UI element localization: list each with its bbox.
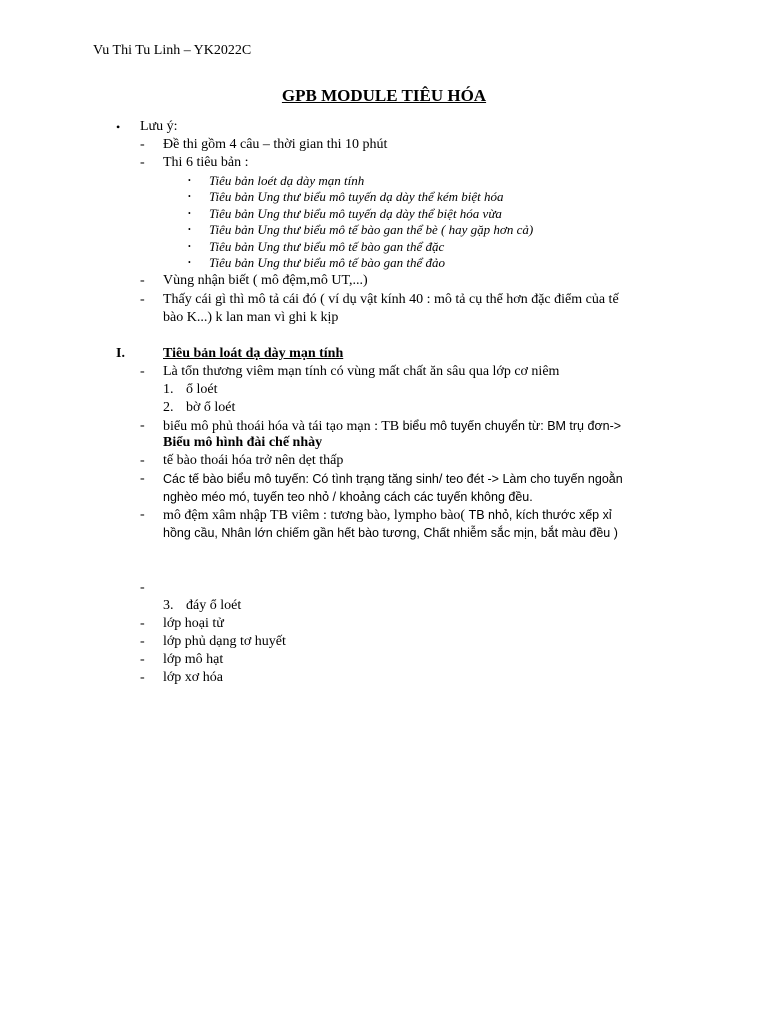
slide-item: Tiêu bản Ung thư biểu mô tuyến dạ dày thể kém biệt hóa <box>209 189 504 204</box>
dash-icon: - <box>140 364 145 379</box>
dash-icon: - <box>140 616 145 631</box>
dash-icon: - <box>140 418 145 433</box>
detail-line: nghèo méo mó, tuyến teo nhỏ / khoảng cách các tuyến không đều. <box>163 490 533 504</box>
detail-text: biểu mô phủ thoái hóa và tái tạo mạn : TB <box>163 419 403 434</box>
detail-text-sans: biểu mô tuyến chuyển từ: BM trụ đơn-> <box>402 419 622 433</box>
section-number: I. <box>116 346 125 361</box>
layer-item: lớp xơ hóa <box>163 670 223 685</box>
dash-icon: - <box>140 471 145 486</box>
list-item: ổ loét <box>186 382 218 397</box>
detail-text-sans: TB nhỏ, kích thước xếp xỉ <box>468 508 612 522</box>
list-number: 2. <box>163 400 174 415</box>
layer-item: lớp mô hạt <box>163 652 224 667</box>
bullet-icon: • <box>188 242 191 251</box>
dash-icon: - <box>140 273 145 288</box>
detail-text: mô đệm xâm nhập TB viêm : tương bào, lympho bào( <box>163 508 469 523</box>
bullet-icon: • <box>188 176 191 185</box>
slide-item: Tiêu bản Ung thư biểu mô tuyến dạ dày thể biệt hóa vừa <box>209 206 502 221</box>
dash-icon: - <box>140 137 145 152</box>
detail-line: hồng cầu, Nhân lớn chiếm gần hết bào tương, Chất nhiễm sắc mịn, bắt màu đều ) <box>163 526 618 540</box>
list-number: 3. <box>163 598 174 613</box>
dash-icon: - <box>140 507 145 522</box>
dash-icon: - <box>140 155 145 170</box>
note-item-3: Vùng nhận biết ( mô đệm,mô UT,...) <box>163 273 368 288</box>
bullet-icon: • <box>188 225 191 234</box>
dash-icon: - <box>140 652 145 667</box>
note-item-4-line2: bào K...) k lan man vì ghi k kịp <box>163 310 339 325</box>
dash-icon: - <box>140 580 145 595</box>
section-title: Tiêu bản loát dạ dày mạn tính <box>163 346 344 361</box>
note-item-2: Thi 6 tiêu bản : <box>163 155 249 170</box>
page-title: GPB MODULE TIÊU HÓA <box>281 86 487 105</box>
detail-line <box>163 506 612 525</box>
dash-icon: - <box>140 670 145 685</box>
page-header: Vu Thi Tu Linh – YK2022C <box>93 43 252 58</box>
list-number: 1. <box>163 382 174 397</box>
dash-icon: - <box>140 292 145 307</box>
layer-item: lớp phủ dạng tơ huyết <box>163 634 286 649</box>
note-item-1: Đề thi gồm 4 câu – thời gian thi 10 phút <box>163 137 388 152</box>
note-label: Lưu ý: <box>140 119 178 134</box>
bullet-icon: • <box>188 209 191 218</box>
list-item: đáy ổ loét <box>186 598 242 613</box>
slide-item: Tiêu bản Ung thư biểu mô tế bào gan thể đảo <box>209 255 446 270</box>
dash-icon: - <box>140 453 145 468</box>
list-item: bờ ổ loét <box>186 400 236 415</box>
section-intro: Là tổn thương viêm mạn tính có vùng mất chất ăn sâu qua lớp cơ niêm <box>163 364 560 379</box>
note-item-4-line1: Thấy cái gì thì mô tả cái đó ( ví dụ vật kính 40 : mô tả cụ thể hơn đặc điểm của tế <box>163 292 619 307</box>
detail-line: tế bào thoái hóa trở nên dẹt thấp <box>163 453 344 468</box>
slide-item: Tiêu bản loét dạ dày mạn tính <box>209 173 365 188</box>
detail-bold: Biểu mô hình đài chế nhày <box>163 435 323 450</box>
slide-item: Tiêu bản Ung thư biểu mô tế bào gan thể bè ( hay gặp hơn cả) <box>209 222 534 237</box>
bullet-icon: • <box>116 120 121 134</box>
bullet-icon: • <box>188 258 191 267</box>
bullet-icon: • <box>188 192 191 201</box>
detail-line: Các tế bào biểu mô tuyến: Có tình trạng tăng sinh/ teo đét -> Làm cho tuyến ngoằn <box>163 472 623 486</box>
dash-icon: - <box>140 634 145 649</box>
slide-item: Tiêu bản Ung thư biểu mô tế bào gan thể đặc <box>209 239 445 254</box>
layer-item: lớp hoại tử <box>163 616 224 631</box>
